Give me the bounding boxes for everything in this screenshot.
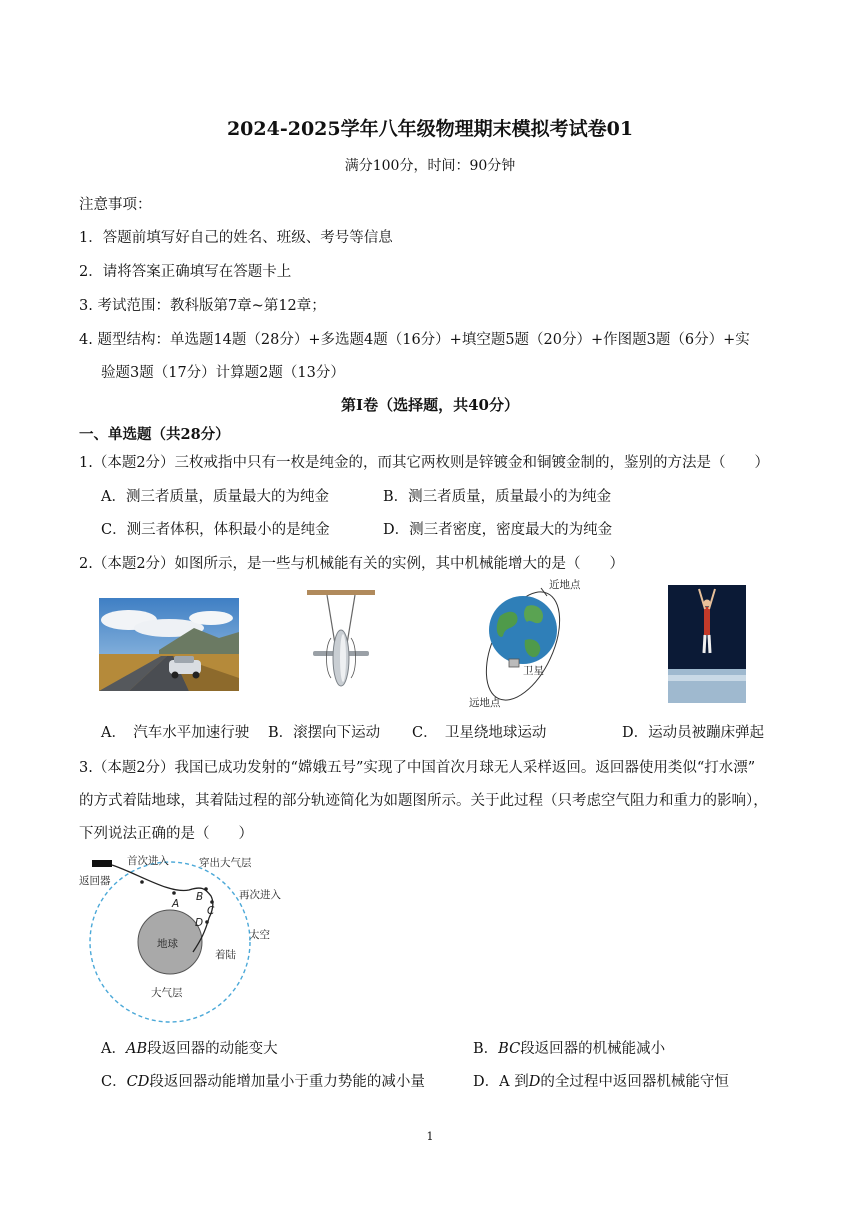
q1-option-a: A．测三者质量，质量最大的为纯金 bbox=[101, 489, 329, 505]
point-d-label: D bbox=[195, 917, 204, 929]
q3-option-b-text: 段返回器的机械能减小 bbox=[520, 1041, 666, 1057]
q3-stem-line2: 的方式着陆地球，其着陆过程的部分轨迹简化为如题图所示。关于此过程（只考虑空气阻力和重力的影响）， bbox=[79, 793, 768, 809]
notice-heading: 注意事项： bbox=[79, 197, 152, 213]
q3-option-a-var: AB bbox=[125, 1041, 148, 1057]
q3-option-a bbox=[101, 1037, 278, 1058]
near-point-label: 近地点 bbox=[549, 579, 581, 591]
notice-1: 1．答题前填写好自己的姓名、班级、考号等信息 bbox=[79, 230, 393, 246]
q2-option-c: C． 卫星绕地球运动 bbox=[412, 725, 547, 741]
q3-option-d-var: D bbox=[528, 1074, 541, 1090]
notice-3: 3. 考试范围：教科版第7章~第12章； bbox=[79, 298, 326, 314]
q3-option-c-var: CD bbox=[126, 1074, 150, 1090]
q3-option-d-text: 的全过程中返回器机械能守恒 bbox=[540, 1074, 729, 1090]
atmosphere-label: 大气层 bbox=[151, 987, 183, 999]
car-road-image bbox=[99, 598, 239, 691]
space-label: 太空 bbox=[249, 929, 270, 941]
q3-option-d-prefix: D．A 到 bbox=[473, 1074, 529, 1090]
earth-label: 地球 bbox=[157, 938, 178, 950]
q1-option-b: B．测三者质量，质量最小的为纯金 bbox=[383, 489, 612, 505]
satellite-label: 卫星 bbox=[523, 665, 544, 677]
capsule-label: 返回器 bbox=[79, 875, 111, 887]
q2-option-b: B．滚摆向下运动 bbox=[268, 725, 381, 741]
q3-option-a-prefix: A． bbox=[101, 1041, 126, 1057]
q3-option-d bbox=[473, 1070, 729, 1091]
first-entry-label: 首次进入 bbox=[127, 855, 169, 867]
landing-label: 着陆 bbox=[215, 949, 236, 961]
q3-option-b-var: BC bbox=[498, 1041, 521, 1057]
q3-stem-line3: 下列说法正确的是（ ） bbox=[79, 826, 253, 842]
point-c-label: C bbox=[207, 905, 215, 917]
q3-option-b bbox=[473, 1037, 665, 1058]
q3-option-c-text: 段返回器动能增加量小于重力势能的减小量 bbox=[149, 1074, 425, 1090]
point-b-label: B bbox=[196, 891, 204, 903]
exit-atmosphere-label: 穿出大气层 bbox=[199, 857, 252, 869]
q3-option-c-prefix: C． bbox=[101, 1074, 127, 1090]
q1-stem: 1.（本题2分）三枚戒指中只有一枚是纯金的，而其它两枚则是锌镀金和铜镀金制的，鉴别的方法是（ ） bbox=[79, 455, 770, 471]
q1-option-d: D．测三者密度，密度最大的为纯金 bbox=[383, 522, 613, 538]
exam-subtitle: 满分100分，时间：90分钟 bbox=[344, 158, 516, 174]
section-title: 一、单选题（共28分） bbox=[79, 426, 230, 443]
part-title: 第I卷（选择题，共40分） bbox=[341, 396, 519, 414]
notice-4: 4. 题型结构：单选题14题（28分）+多选题4题（16分）+填空题5题（20分）+作图题3题（6分）+实 bbox=[79, 332, 750, 348]
satellite-orbit-image bbox=[465, 578, 590, 710]
second-entry-label: 再次进入 bbox=[239, 889, 281, 901]
q2-stem: 2.（本题2分）如图所示，是一些与机械能有关的实例，其中机械能增大的是（ ） bbox=[79, 556, 625, 572]
q3-option-a-text: 段返回器的动能变大 bbox=[147, 1041, 278, 1057]
q3-stem-line1: 3.（本题2分）我国已成功发射的“嫦娥五号”实现了中国首次月球无人采样返回。返回器使用类似“打水漂” bbox=[79, 760, 756, 776]
reentry-trajectory-diagram bbox=[79, 852, 299, 1024]
page-number: 1 bbox=[426, 1130, 434, 1143]
q2-option-d: D．运动员被蹦床弹起 bbox=[622, 725, 765, 741]
exam-title: 2024-2025学年八年级物理期末模拟考试卷01 bbox=[226, 118, 634, 140]
notice-2: 2．请将答案正确填写在答题卡上 bbox=[79, 264, 292, 280]
rolling-pendulum-image bbox=[305, 588, 377, 696]
point-a-label: A bbox=[172, 898, 180, 910]
q3-option-c bbox=[101, 1070, 425, 1091]
notice-4-cont: 验题3题（17分）计算题2题（13分） bbox=[101, 365, 345, 381]
q1-option-c: C．测三者体积，体积最小的是纯金 bbox=[101, 522, 330, 538]
q3-option-b-prefix: B． bbox=[473, 1041, 499, 1057]
q2-option-a: A． 汽车水平加速行驶 bbox=[101, 725, 250, 741]
far-point-label: 远地点 bbox=[469, 697, 501, 709]
trampoline-athlete-image bbox=[668, 585, 746, 703]
